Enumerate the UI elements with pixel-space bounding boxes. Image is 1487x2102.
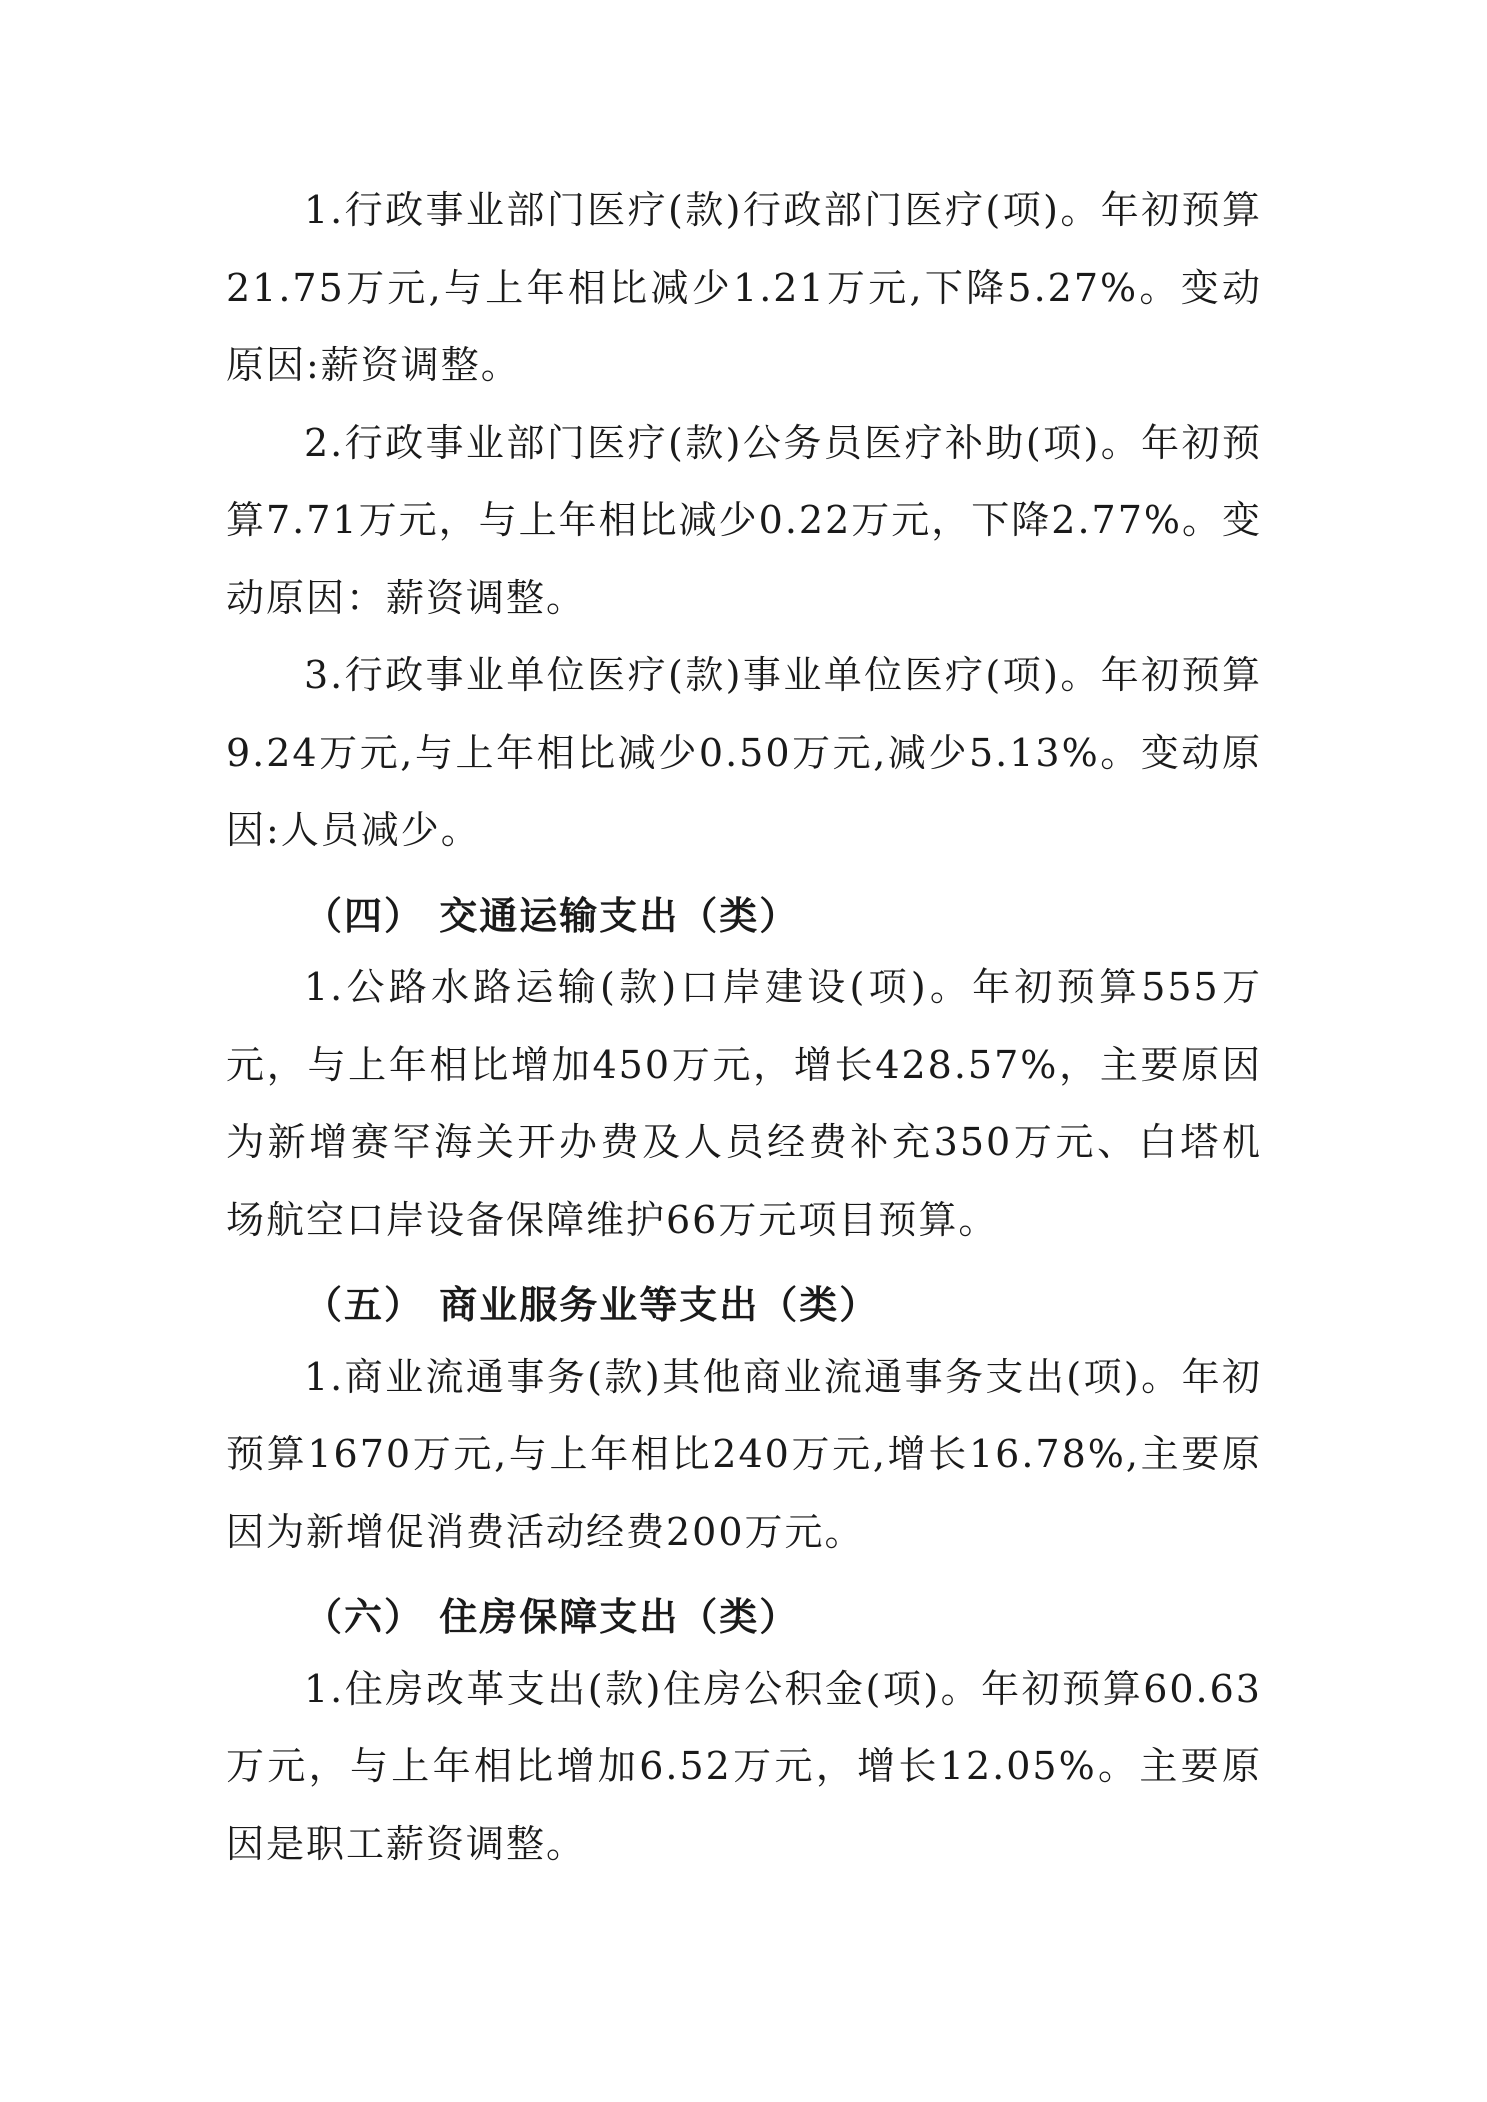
medical-item-3: 3.行政事业单位医疗(款)事业单位医疗(项)。年初预算9.24万元,与上年相比减少0.50万元,减少5.13%。变动原因:人员减少。	[226, 653, 1262, 852]
commerce-item-1: 1.商业流通事务(款)其他商业流通事务支出(项)。年初预算1670万元,与上年相比240万元,增长16.78%,主要原因为新增促消费活动经费200万元。	[226, 1354, 1262, 1554]
document-body	[226, 172, 1262, 1883]
section-heading-housing: （六） 住房保障支出（类）	[304, 1595, 800, 1639]
section-heading-transport: （四） 交通运输支出（类）	[304, 893, 800, 938]
housing-item-1: 1.住房改革支出(款)住房公积金(项)。年初预算60.63万元，与上年相比增加6.52万元，增长12.05%。主要原因是职工薪资调整。	[226, 1666, 1262, 1866]
medical-item-2: 2.行政事业部门医疗(款)公务员医疗补助(项)。年初预算7.71万元，与上年相比减少0.22万元，下降2.77%。变动原因：薪资调整。	[226, 420, 1262, 620]
transport-item-1: 1.公路水路运输(款)口岸建设(项)。年初预算555万元，与上年相比增加450万元，增长428.57%，主要原因为新增赛罕海关开办费及人员经费补充350万元、白塔机场航空口岸设备保障维护66万元项目预算。	[226, 965, 1262, 1242]
section-heading-commerce: （五） 商业服务业等支出（类）	[304, 1283, 880, 1327]
medical-item-1: 1.行政事业部门医疗(款)行政部门医疗(项)。年初预算21.75万元,与上年相比减少1.21万元,下降5.27%。变动原因:薪资调整。	[226, 188, 1262, 387]
